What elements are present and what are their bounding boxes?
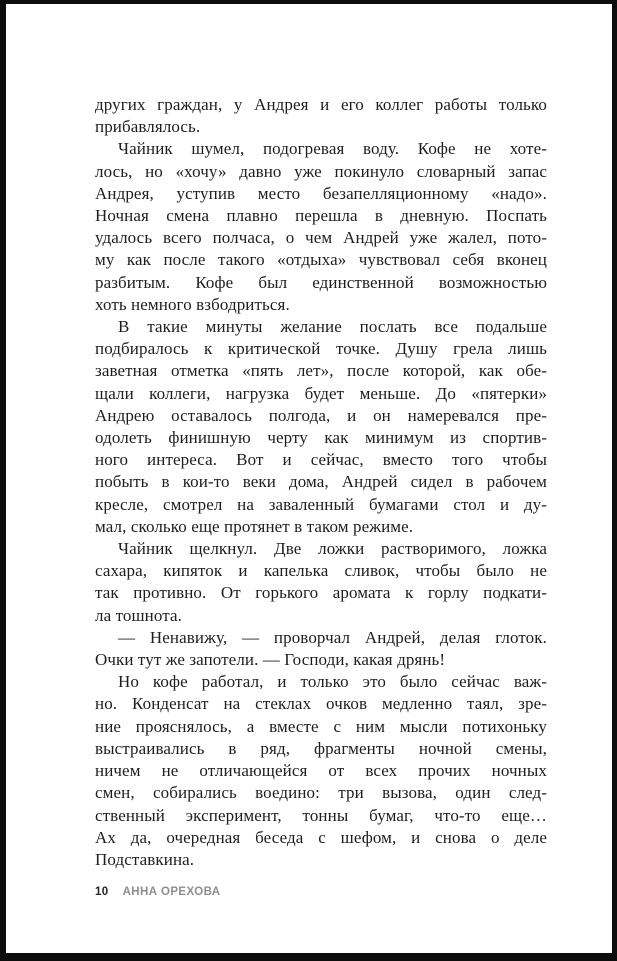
text-line: — Ненавижу, — проворчал Андрей, делая глоток. bbox=[118, 627, 547, 647]
text-line: Ночная смена плавно перешла в дневную. Поспать bbox=[95, 206, 547, 226]
text-line: прибавлялось. bbox=[95, 117, 201, 137]
text-line: мал, сколько еще протянет в таком режиме. bbox=[95, 516, 414, 536]
text-line: но. Конденсат на стеклах очков медленно таял, зре- bbox=[95, 694, 547, 714]
text-line: Очки тут же запотели. — Господи, какая дрянь! bbox=[95, 650, 446, 670]
text-line: Подставкина. bbox=[95, 849, 195, 869]
text-line: подбиралось к критической точке. Душу грела лишь bbox=[95, 339, 547, 359]
text-line: смен, собирались воедино: три вызова, один след- bbox=[95, 783, 547, 803]
text-line: му как после такого «отдыха» чувствовал себя вконец bbox=[95, 250, 547, 270]
text-line: заветная отметка «пять лет», после которой, как обе- bbox=[95, 361, 547, 381]
footer-author: АННА ОРЕХОВА bbox=[122, 886, 221, 898]
text-line: так противно. От горького аромата к горлу подкати- bbox=[95, 583, 547, 603]
text-line: ние прояснялось, а вместе с ним мысли потихоньку bbox=[95, 716, 547, 736]
text-line: Андрея, уступив место безапелляционному «надо». bbox=[95, 183, 547, 203]
book-page bbox=[6, 4, 612, 953]
text-line: Но кофе работал, и только это было сейчас важ- bbox=[118, 672, 547, 692]
text-line: разбитым. Кофе был единственной возможностью bbox=[95, 272, 547, 292]
text-line: В такие минуты желание послать все подальше bbox=[118, 317, 547, 337]
page-text bbox=[95, 94, 547, 871]
page-number: 10 bbox=[95, 886, 109, 898]
text-line: Чайник шумел, подогревая воду. Кофе не хоте- bbox=[118, 139, 547, 159]
text-line: ного интереса. Вот и сейчас, вместо того чтобы bbox=[95, 450, 547, 470]
page-footer bbox=[95, 885, 220, 899]
text-line: других граждан, у Андрея и его коллег работы только bbox=[95, 95, 547, 114]
text-line: кресле, смотрел на заваленный бумагами стол и ду- bbox=[95, 494, 547, 514]
text-line: побыть в кои-то веки дома, Андрей сидел в рабочем bbox=[95, 472, 547, 492]
text-line: щали коллеги, нагрузка будет меньше. До «пятерки» bbox=[95, 383, 547, 403]
text-line: Ах да, очередная беседа с шефом, и снова о деле bbox=[95, 827, 547, 847]
text-line: хоть немного взбодриться. bbox=[95, 294, 290, 314]
text-line: ственный эксперимент, тонны бумаг, что-то еще… bbox=[95, 805, 547, 825]
text-line: одолеть финишную черту как минимум из спортив- bbox=[95, 428, 547, 448]
text-line: сахара, кипяток и капелька сливок, чтобы было не bbox=[95, 561, 547, 581]
text-line: Андрею оставалось полгода, и он намеревался пре- bbox=[95, 405, 547, 425]
text-line: выстраивались в ряд, фрагменты ночной смены, bbox=[95, 738, 547, 758]
text-line: лось, но «хочу» давно уже покинуло словарный запас bbox=[95, 161, 547, 181]
text-line: ничем не отличающейся от всех прочих ночных bbox=[95, 761, 547, 781]
text-line: удалось всего полчаса, о чем Андрей уже жалел, пото- bbox=[95, 228, 547, 248]
text-line: ла тошнота. bbox=[95, 605, 182, 625]
text-line: Чайник щелкнул. Две ложки растворимого, ложка bbox=[118, 539, 547, 559]
